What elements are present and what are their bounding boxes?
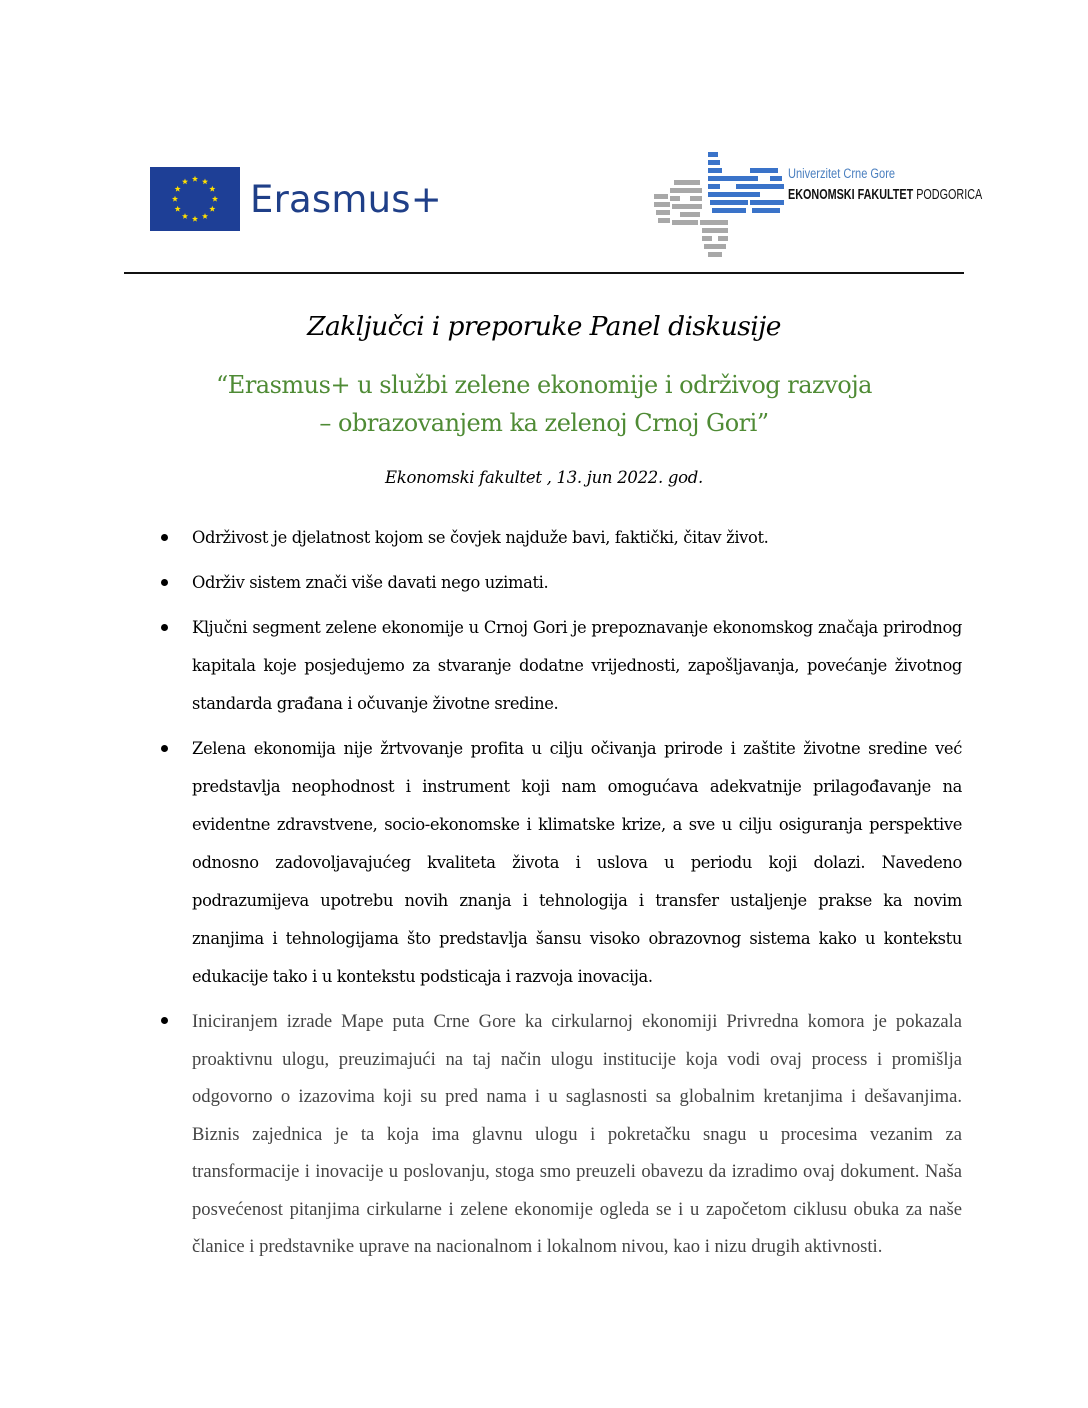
list-item bbox=[192, 609, 962, 723]
subtitle-line-1: “Erasmus+ u službi zelene ekonomije i održivog razvoja bbox=[216, 371, 872, 399]
list-item-text: Ključni segment zelene ekonomije u Crnoj Gori je prepoznavanje ekonomskog značaja prirodnog kapitala koje posjedujemo za stvaranje dodatne vrijednosti, zapošljavanja, povećanje životnog standarda građana i očuvanje životne sredine. bbox=[192, 618, 962, 713]
bullet-dot-icon bbox=[161, 534, 168, 541]
faculty-city: PODGORICA bbox=[916, 186, 983, 203]
bullet-dot-icon bbox=[161, 745, 168, 752]
bullet-dot-icon bbox=[161, 1017, 168, 1024]
list-item-text: Održiv sistem znači više davati nego uzimati. bbox=[192, 573, 549, 592]
erasmus-logo-text: Erasmus+ bbox=[250, 177, 442, 221]
eu-flag-icon bbox=[150, 167, 240, 231]
list-item bbox=[192, 1003, 962, 1266]
header-divider bbox=[124, 272, 964, 274]
faculty-university-name: Univerzitet Crne Gore bbox=[788, 166, 896, 181]
faculty-logo bbox=[652, 150, 983, 260]
faculty-logo-icon bbox=[652, 150, 787, 258]
conclusions-list bbox=[192, 519, 962, 1273]
subtitle-line-2: – obrazovanjem ka zelenoj Crnoj Gori” bbox=[319, 409, 769, 437]
erasmus-logo bbox=[150, 167, 450, 231]
list-item-text: Zelena ekonomija nije žrtvovanje profita u cilju očivanja prirode i zaštite životne sredine već predstavlja neophodnost i instrument koji nam omogućava adekvatnije prilagođavanje na evidentne zdravstvene, socio-ekonomske i klimatske krize, a sve u cilju osiguranja perspektive odnosno zadovoljavajućeg kvaliteta života i uslova u periodu koji dolazi. Navedeno podrazumijeva upotrebu novih znanja i tehnologija i transfer ustaljenje prakse ka novim znanjima i tehnologijama što predstavlja šansu visoko obrazovnog sistema kako u kontekstu edukacije tako i u kontekstu podsticaja i razvoja inovacija. bbox=[192, 739, 962, 986]
bullet-dot-icon bbox=[161, 624, 168, 631]
bullet-dot-icon bbox=[161, 579, 168, 586]
list-item bbox=[192, 519, 962, 557]
faculty-name-bold: EKONOMSKI FAKULTET bbox=[788, 186, 914, 203]
list-item-text: Održivost je djelatnost kojom se čovjek najduže bavi, faktički, čitav život. bbox=[192, 528, 769, 547]
list-item bbox=[192, 564, 962, 602]
event-date-line: Ekonomski fakultet , 13. jun 2022. god. bbox=[385, 468, 703, 487]
list-item bbox=[192, 730, 962, 996]
document-title: Zaključci i preporuke Panel diskusije bbox=[307, 311, 781, 342]
list-item-text: Iniciranjem izrade Mape puta Crne Gore ka cirkularnoj ekonomiji Privredna komora je pokazala proaktivnu ulogu, preuzimajući na taj način ulogu institucije koja vodi ovaj process i promišlja odgovorno o izazovima koji su pred nama i u saglasnosti sa globalnim kretanjima i dešavanjima. Biznis zajednica je ta koja ima glavnu ulogu i pokretačku snagu u procesima vezanim za transformacije i inovacije u poslovanju, stoga smo preuzeli obavezu da izradimo ovaj dokument. Naša posvećenost pitanjima cirkularne i zelene ekonomije ogleda se i u započetom ciklusu obuka za naše članice i predstavnike uprave na nacionalnom i lokalnom nivou, kao i nizu drugih aktivnosti. bbox=[192, 1011, 962, 1257]
faculty-name bbox=[788, 186, 982, 203]
